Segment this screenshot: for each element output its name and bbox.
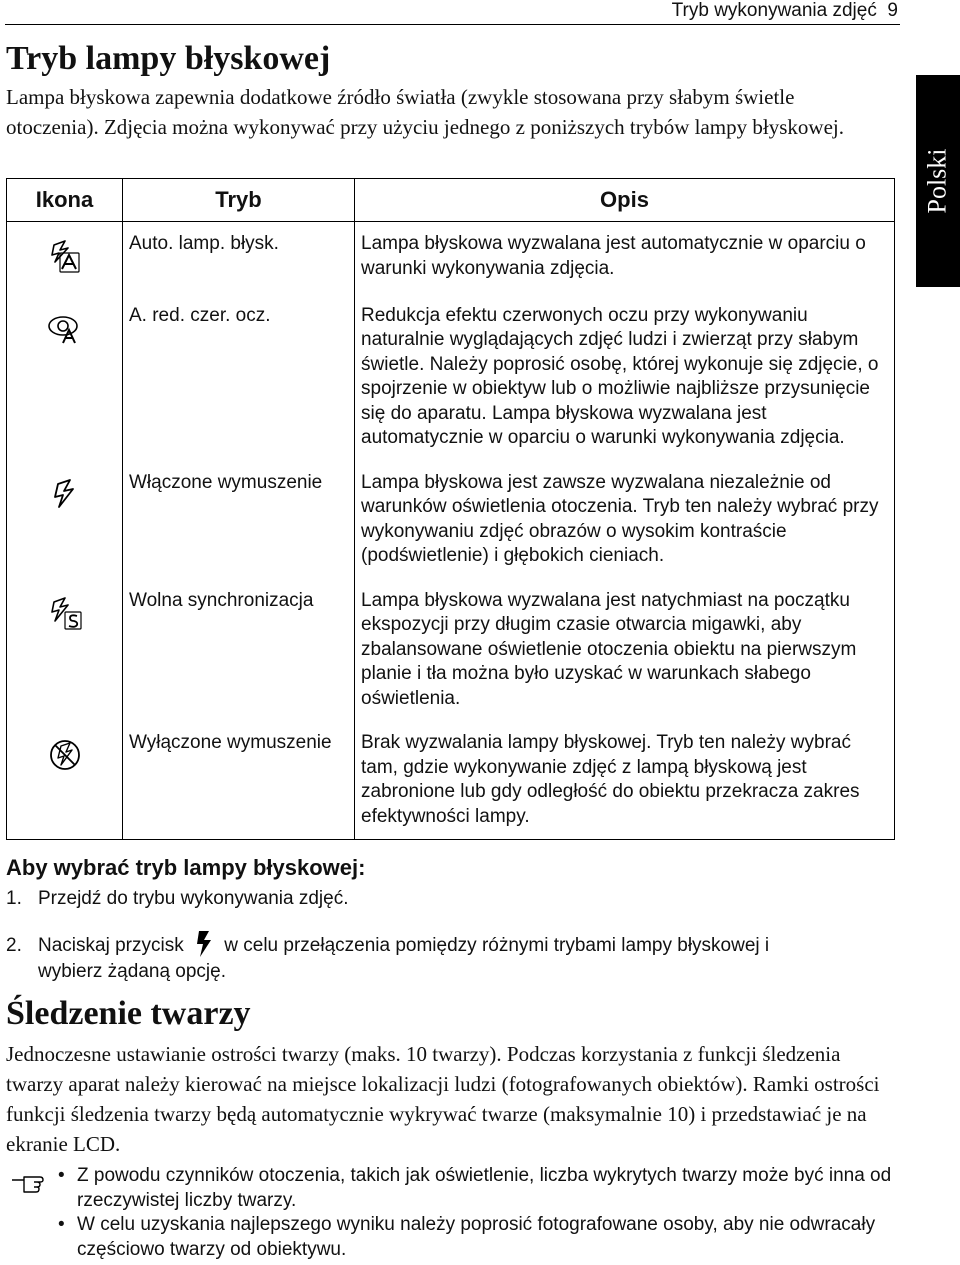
flash-intro: Lampa błyskowa zapewnia dodatkowe źródło światła (zwykle stosowana przy słabym świetle otoczenia). Zdjęcia można wykonywać przy użyciu jednego z poniższych trybów lampy błyskowej. [6, 85, 844, 139]
mode-label: Wyłączone wymuszenie [123, 721, 355, 840]
step-2-text-c: wybierz żądaną opcję. [38, 961, 226, 982]
step-2-number: 2. [6, 935, 22, 956]
mode-description: Lampa błyskowa jest zawsze wyzwalana niezależnie od warunków oświetlenia otoczenia. Tryb ten należy wybrać przy wykonywaniu zdjęć obrazów o wysokim kontraście (podświetlenie) i głębokich cieniach. [355, 461, 895, 579]
mode-description: Redukcja efektu czerwonych oczu przy wykonywaniu naturalnie wyglądających zdjęć ludzi i zwierząt przy słabym świetle. Należy poprosić osobę, której wykonuje się zdjęcie, o spojrzenie w obiektyw lub o możliwie najbliższe przysunięcie się do aparatu. Lampa błyskowa wyzwalana jest automatycznie w oparciu o warunki wykonywania zdjęcia. [355, 294, 895, 461]
list-item: • W celu uzyskania najlepszego wyniku należy poprosić fotografowane osoby, aby nie odwracały częściowo twarzy od obiektywu. [52, 1213, 892, 1262]
howto-heading: Aby wybrać tryb lampy błyskowej: [6, 855, 366, 880]
flash-button-icon [193, 929, 215, 959]
header-desc: Opis [355, 179, 895, 222]
face-section-title: Śledzenie twarzy [6, 995, 251, 1032]
step-1-number: 1. [6, 888, 22, 909]
step-1-text: Przejdź do trybu wykonywania zdjęć. [38, 888, 349, 909]
page-header [672, 0, 898, 22]
mode-description: Lampa błyskowa wyzwalana jest automatycznie w oparciu o warunki wykonywania zdjęcia. [355, 222, 895, 294]
mode-description: Lampa błyskowa wyzwalana jest natychmiast na początku ekspozycji przy długim czasie otwarcia migawki, aby zbalansowane oświetlenie otoczenia obiektu na pierwszym planie i tła można było uzyskać w warunkach słabego oświetlenia. [355, 579, 895, 722]
face-body: Jednoczesne ustawianie ostrości twarzy (maks. 10 twarzy). Podczas korzystania z funkcji śledzenia twarzy aparat należy kierować na miejsce lokalizacji ludzi (fotografowanych obiektów). Ramki ostrości funkcji śledzenia twarzy będą automatycznie wykrywać twarze (maksymalnie 10) i przedstawiać je na ekranie LCD. [6, 1042, 880, 1156]
flash-section-title: Tryb lampy błyskowej [6, 40, 331, 77]
list-item: • Z powodu czynników otoczenia, takich jak oświetlenie, liczba wykrytych twarzy może być inna od rzeczywistej liczby twarzy. [52, 1164, 892, 1213]
language-tab-label: Polski [923, 148, 952, 214]
step-2-text-b: w celu przełączenia pomiędzy różnymi trybami lampy błyskowej i [224, 935, 770, 956]
header-icon: Ikona [7, 179, 123, 222]
header-mode: Tryb [123, 179, 355, 222]
step-2 [6, 929, 886, 984]
hand-pointer-icon [10, 1168, 48, 1196]
mode-label: Wolna synchronizacja [123, 579, 355, 722]
header-rule [5, 24, 900, 25]
table-row [7, 222, 895, 294]
mode-label: A. red. czer. ocz. [123, 294, 355, 461]
header-section: Tryb wykonywania zdjęć [671, 0, 877, 21]
language-tab [916, 75, 960, 287]
table-row [7, 461, 895, 579]
table-row [7, 294, 895, 461]
mode-description: Brak wyzwalania lampy błyskowej. Tryb ten należy wybrać tam, gdzie wykonywanie zdjęć z lampą błyskową jest zabronione lub gdy odległość do obiektu przekracza zakres efektywności lampy. [355, 721, 895, 840]
step-1 [6, 886, 348, 911]
table-header-row [7, 179, 895, 222]
step-2-text-a: Naciskaj przycisk [38, 935, 184, 956]
table-row [7, 721, 895, 840]
mode-label: Auto. lamp. błysk. [123, 222, 355, 294]
slow-sync-icon [45, 593, 85, 633]
table-row [7, 579, 895, 722]
red-eye-reduction-icon [45, 308, 85, 348]
face-notes-list [52, 1164, 892, 1262]
mode-label: Włączone wymuszenie [123, 461, 355, 579]
flash-auto-icon [45, 236, 85, 276]
page-number: 9 [887, 0, 898, 21]
flash-forced-on-icon [45, 475, 85, 515]
flash-modes-table [6, 178, 895, 840]
flash-forced-off-icon [45, 735, 85, 775]
